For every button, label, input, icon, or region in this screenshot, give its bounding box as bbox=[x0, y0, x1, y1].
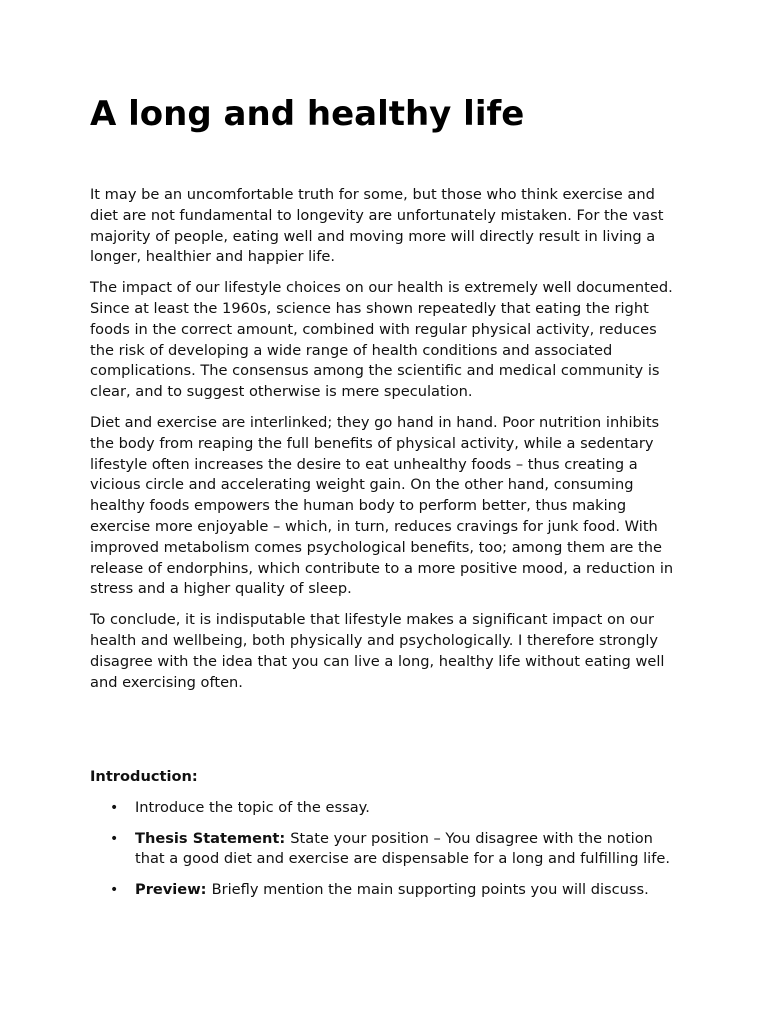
outline-item-text: State your position – You disagree with the notion that a good diet and exercise are dispensable for a long and fulfilling life. bbox=[135, 829, 670, 868]
outline-list bbox=[90, 798, 682, 901]
essay-body bbox=[90, 185, 682, 703]
essay-paragraph-3: Diet and exercise are interlinked; they go hand in hand. Poor nutrition inhibits the body from reaping the full benefits of physical activity, while a sedentary lifestyle often increases the desire to eat unhealthy foods – thus creating a vicious circle and accelerating weight gain. On the other hand, consuming healthy foods empowers the human body to perform better, thus making exercise more enjoyable – which, in turn, reduces cravings for junk food. With improved metabolism comes psychological benefits, too; among them are the release of endorphins, which contribute to a more positive mood, a reduction in stress and a higher quality of sleep. bbox=[90, 413, 674, 598]
outline-item-lead: Thesis Statement: bbox=[135, 829, 291, 847]
essay-paragraph-2: The impact of our lifestyle choices on our health is extremely well documented. Since at least the 1960s, science has shown repeatedly that eating the right foods in the correct amount, combined with regular physical activity, reduces the risk of developing a wide range of health conditions and associated complications. The consensus among the scientific and medical community is clear, and to suggest otherwise is mere speculation. bbox=[90, 279, 673, 401]
document-title: A long and healthy life bbox=[90, 94, 525, 134]
outline-item-lead: Preview: bbox=[135, 881, 212, 899]
outline-item-thesis bbox=[90, 829, 682, 871]
outline-item-preview bbox=[90, 880, 682, 901]
outline-item-text: Briefly mention the main supporting points you will discuss. bbox=[211, 881, 649, 899]
outline-item-text: Introduce the topic of the essay. bbox=[135, 798, 370, 816]
essay-paragraph-4: To conclude, it is indisputable that lifestyle makes a significant impact on our health and wellbeing, both physically and psychologically. I therefore strongly disagree with the idea that you can live a long, healthy life without eating well and exercising often. bbox=[90, 611, 665, 691]
essay-paragraph-1: It may be an uncomfortable truth for some, but those who think exercise and diet are not fundamental to longevity are unfortunately mistaken. For the vast majority of people, eating well and moving more will directly result in living a longer, healthier and happier life. bbox=[90, 186, 664, 266]
bullet-icon: • bbox=[110, 882, 119, 899]
essay-outline bbox=[90, 767, 682, 911]
bullet-icon: • bbox=[110, 830, 119, 847]
outline-heading-introduction: Introduction: bbox=[90, 768, 198, 785]
bullet-icon: • bbox=[110, 799, 119, 816]
outline-item-topic bbox=[90, 798, 682, 819]
